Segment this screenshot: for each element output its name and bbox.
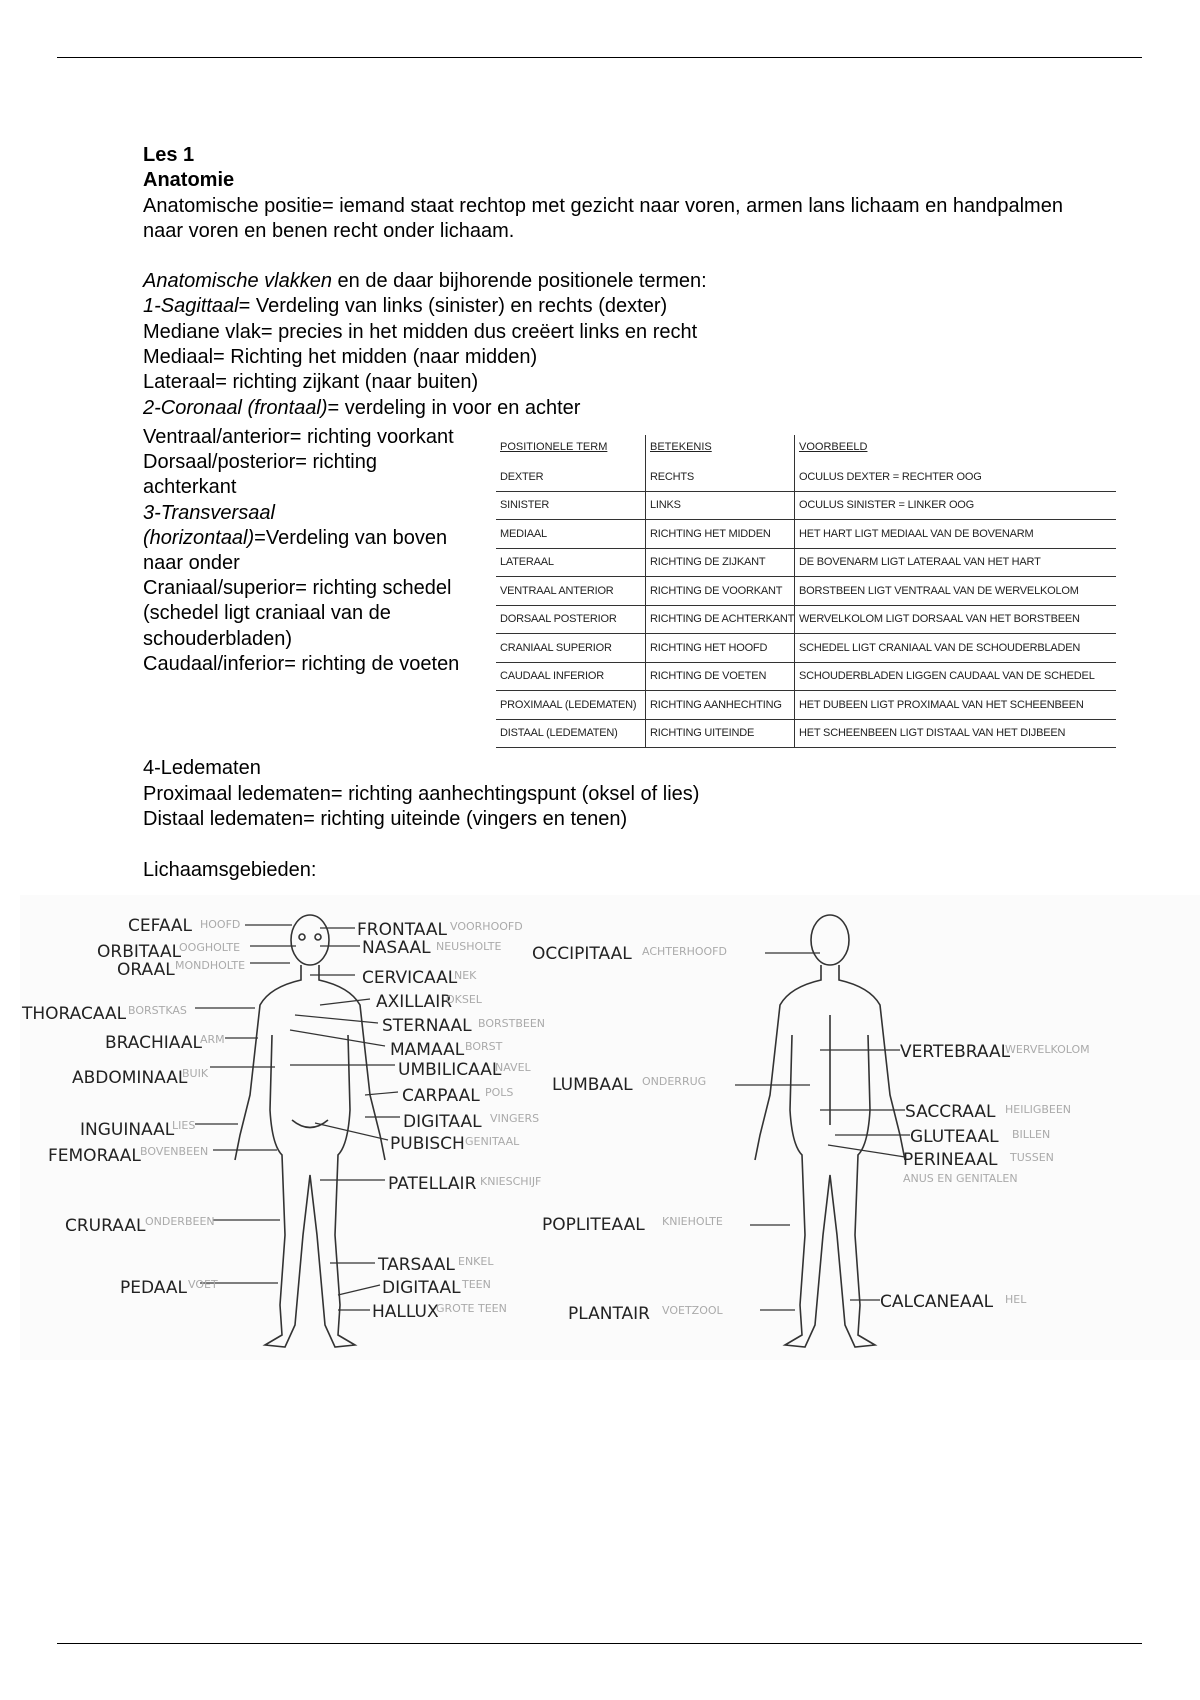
- table-cell: RICHTING DE ZIJKANT: [646, 548, 795, 577]
- table-cell: RICHTING AANHECHTING: [646, 691, 795, 720]
- region-sublabel: POLS: [485, 1086, 514, 1099]
- dorsal: Dorsaal/posterior= richting achterkant: [143, 451, 377, 499]
- region-label: PEDAAL: [120, 1278, 187, 1298]
- region-sublabel: ACHTERHOOFD: [642, 945, 727, 958]
- table-cell: OCULUS DEXTER = RECHTER OOG: [795, 463, 1117, 491]
- table-cell: RICHTING DE ACHTERKANT: [646, 605, 795, 634]
- region-label: DIGITAAL: [382, 1278, 461, 1298]
- table-cell: DISTAAL (LEDEMATEN): [496, 719, 646, 748]
- table-row: [496, 520, 1116, 549]
- region-label: PERINEAAL: [903, 1150, 998, 1170]
- region-sublabel: BORST: [465, 1040, 503, 1053]
- table-cell: VENTRAAL ANTERIOR: [496, 577, 646, 606]
- table-cell: OCULUS SINISTER = LINKER OOG: [795, 491, 1117, 520]
- region-sublabel: TEEN: [462, 1278, 491, 1291]
- region-label: TARSAAL: [378, 1255, 455, 1275]
- body-regions-figure: [20, 895, 1200, 1365]
- regions-heading: Lichaamsgebieden:: [143, 858, 317, 881]
- region-sublabel: HEL: [1005, 1293, 1027, 1306]
- region-label: POPLITEAAL: [542, 1215, 645, 1235]
- bottom-rule: [57, 1643, 1142, 1644]
- region-label: ABDOMINAAL: [72, 1068, 188, 1088]
- table-row: [496, 662, 1116, 691]
- table-cell: HET SCHEENBEEN LIGT DISTAAL VAN HET DIJBEEN: [795, 719, 1117, 748]
- positional-terms-table: [496, 435, 1116, 748]
- region-label: ORBITAAL: [97, 942, 182, 962]
- region-sublabel: NEK: [454, 969, 477, 982]
- region-sublabel: LIES: [172, 1119, 196, 1132]
- region-label: PATELLAIR: [388, 1174, 477, 1194]
- region-sublabel: ENKEL: [458, 1255, 494, 1268]
- header-cell: POSITIONELE TERM: [500, 441, 608, 453]
- region-sublabel: GROTE TEEN: [436, 1302, 507, 1315]
- terms-column: [143, 425, 473, 677]
- region-label: LUMBAAL: [552, 1075, 633, 1095]
- table-cell: SCHEDEL LIGT CRANIAAL VAN DE SCHOUDERBLADEN: [795, 634, 1117, 663]
- region-sublabel: BORSTKAS: [128, 1004, 187, 1017]
- table-row: [496, 463, 1116, 491]
- region-label: CARPAAL: [402, 1086, 480, 1106]
- region-label: CERVICAAL: [362, 968, 458, 988]
- top-rule: [57, 57, 1142, 58]
- region-sublabel: VINGERS: [490, 1112, 540, 1125]
- table-cell: DEXTER: [496, 463, 646, 491]
- region-sublabel: BILLEN: [1012, 1128, 1051, 1141]
- table-cell: RICHTING DE VOORKANT: [646, 577, 795, 606]
- table-cell: WERVELKOLOM LIGT DORSAAL VAN HET BORSTBEEN: [795, 605, 1117, 634]
- region-sublabel: ARM: [200, 1033, 225, 1046]
- table-cell: BORSTBEEN LIGT VENTRAAL VAN DE WERVELKOLOM: [795, 577, 1117, 606]
- region-sublabel: KNIEHOLTE: [662, 1215, 723, 1228]
- table-row: [496, 605, 1116, 634]
- region-label: PLANTAIR: [568, 1304, 650, 1324]
- table-cell: DORSAAL POSTERIOR: [496, 605, 646, 634]
- region-label: OCCIPITAAL: [532, 944, 632, 964]
- region-sublabel: ANUS EN GENITALEN: [903, 1172, 1018, 1185]
- region-label: STERNAAL: [382, 1016, 472, 1036]
- proximal: Proximaal ledematen= richting aanhechtingspunt (oksel of lies): [143, 782, 700, 805]
- table-cell: SINISTER: [496, 491, 646, 520]
- region-sublabel: BORSTBEEN: [478, 1017, 546, 1030]
- region-label: CALCANEAAL: [880, 1292, 994, 1312]
- caudal: Caudaal/inferior= richting de voeten: [143, 652, 460, 675]
- region-label: CRURAAL: [65, 1216, 146, 1236]
- table-cell: LATERAAL: [496, 548, 646, 577]
- header-cell: BETEKENIS: [646, 435, 795, 463]
- region-label: FRONTAAL: [357, 920, 447, 940]
- region-label: HALLUX: [372, 1302, 439, 1322]
- limbs-heading: 4-Ledematen: [143, 757, 261, 779]
- table-cell: HET HART LIGT MEDIAAL VAN DE BOVENARM: [795, 520, 1117, 549]
- region-label: NASAAL: [362, 938, 431, 958]
- region-label: SACCRAAL: [905, 1102, 996, 1122]
- region-sublabel: ONDERBEEN: [145, 1215, 215, 1228]
- region-label: VERTEBRAAL: [900, 1042, 1011, 1062]
- region-sublabel: KNIESCHIJF: [480, 1175, 542, 1188]
- table-cell: CRANIAAL SUPERIOR: [496, 634, 646, 663]
- cranial: Craniaal/superior= richting schedel (schedel ligt craniaal van de schouderbladen): [143, 577, 452, 650]
- region-sublabel: NEUSHOLTE: [436, 940, 502, 953]
- distal: Distaal ledematen= richting uiteinde (vingers en tenen): [143, 808, 628, 830]
- table-cell: LINKS: [646, 491, 795, 520]
- table-row: [496, 548, 1116, 577]
- table-row: [496, 577, 1116, 606]
- region-label: FEMORAAL: [48, 1146, 141, 1166]
- planes-intro: Anatomische vlakken en de daar bijhorende positionele termen:: [143, 270, 707, 293]
- table-cell: RICHTING DE VOETEN: [646, 662, 795, 691]
- table-cell: RICHTING HET MIDDEN: [646, 520, 795, 549]
- region-label: CEFAAL: [128, 916, 193, 936]
- region-label: PUBISCH: [390, 1134, 465, 1154]
- region-label: ORAAL: [117, 960, 175, 980]
- table-row: [496, 491, 1116, 520]
- table-header: [496, 435, 1116, 463]
- table-cell: RICHTING HET HOOFD: [646, 634, 795, 663]
- region-sublabel: NAVEL: [495, 1061, 531, 1074]
- medial: Mediaal= Richting het midden (naar midden): [143, 346, 538, 369]
- table-cell: RECHTS: [646, 463, 795, 491]
- anatomical-position: Anatomische positie= iemand staat rechtop met gezicht naar voren, armen lans lichaam en handpalmen naar voren en benen recht onder lichaam.: [143, 194, 1063, 242]
- table-cell: CAUDAAL INFERIOR: [496, 662, 646, 691]
- subject-title: Anatomie: [143, 169, 235, 192]
- table-cell: RICHTING UITEINDE: [646, 719, 795, 748]
- region-sublabel: OKSEL: [446, 993, 482, 1006]
- region-label: BRACHIAAL: [105, 1033, 202, 1053]
- region-label: MAMAAL: [390, 1040, 465, 1060]
- region-sublabel: VOET: [188, 1278, 218, 1291]
- region-label: DIGITAAL: [403, 1112, 482, 1132]
- region-sublabel: HEILIGBEEN: [1005, 1103, 1072, 1116]
- region-sublabel: HOOFD: [200, 918, 241, 931]
- ventral: Ventraal/anterior= richting voorkant: [143, 426, 454, 448]
- table-cell: MEDIAAL: [496, 520, 646, 549]
- region-sublabel: OOGHOLTE: [179, 941, 241, 954]
- region-label: THORACAAL: [22, 1004, 127, 1024]
- region-label: UMBILICAAL: [398, 1060, 502, 1080]
- region-sublabel: VOETZOOL: [662, 1304, 723, 1317]
- region-sublabel: WERVELKOLOM: [1005, 1043, 1090, 1056]
- table-cell: SCHOUDERBLADEN LIGGEN CAUDAAL VAN DE SCHEDEL: [795, 662, 1117, 691]
- table-row: [496, 634, 1116, 663]
- intro-text: [143, 143, 1063, 421]
- region-sublabel: ONDERRUG: [642, 1075, 707, 1088]
- table-cell: PROXIMAAL (LEDEMATEN): [496, 691, 646, 720]
- region-label: AXILLAIR: [376, 992, 453, 1012]
- limbs-text: [143, 756, 699, 883]
- region-label: GLUTEAAL: [910, 1127, 999, 1147]
- header-cell: VOORBEELD: [795, 435, 1117, 463]
- coronal: 2-Coronaal (frontaal)= verdeling in voor en achter: [143, 396, 581, 419]
- region-sublabel: TUSSEN: [1010, 1151, 1054, 1164]
- table-row: [496, 719, 1116, 748]
- table-row: [496, 691, 1116, 720]
- table-cell: DE BOVENARM LIGT LATERAAL VAN HET HART: [795, 548, 1117, 577]
- region-sublabel: VOORHOOFD: [450, 920, 523, 933]
- region-sublabel: GENITAAL: [465, 1135, 520, 1148]
- region-label: INGUINAAL: [80, 1120, 175, 1140]
- sagittal: 1-Sagittaal= Verdeling van links (sinister) en rechts (dexter): [143, 295, 668, 318]
- region-sublabel: BUIK: [182, 1067, 209, 1080]
- transversal: 3-Transversaal (horizontaal)=Verdeling van boven naar onder: [143, 501, 448, 575]
- region-sublabel: MONDHOLTE: [175, 959, 246, 972]
- median: Mediane vlak= precies in het midden dus creëert links en recht: [143, 320, 698, 343]
- lateral: Lateraal= richting zijkant (naar buiten): [143, 371, 479, 394]
- lesson-title: Les 1: [143, 144, 195, 166]
- table-cell: HET DUBEEN LIGT PROXIMAAL VAN HET SCHEENBEEN: [795, 691, 1117, 720]
- region-sublabel: BOVENBEEN: [140, 1145, 209, 1158]
